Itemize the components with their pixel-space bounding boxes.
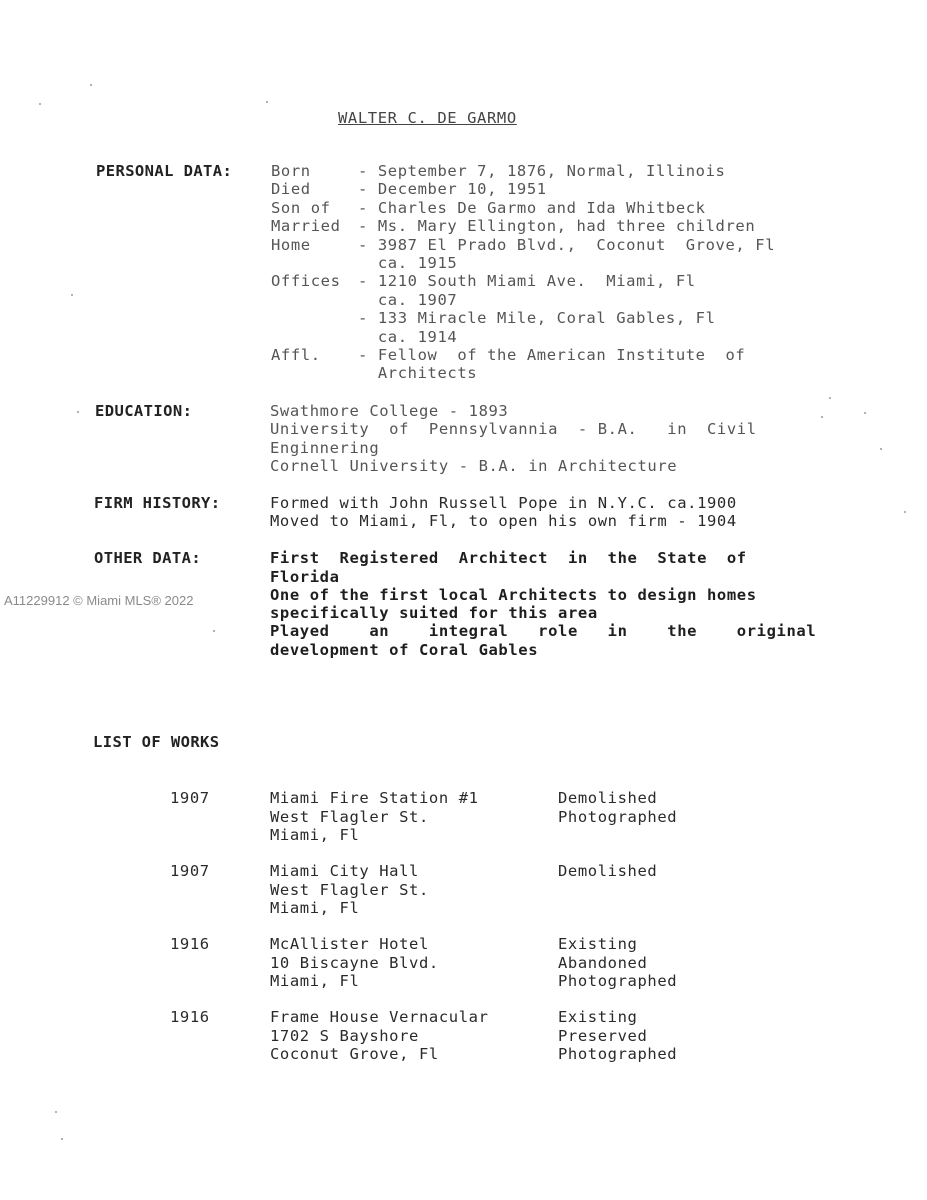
scan-speck — [90, 84, 92, 86]
other-data-line: Played an integral role in the original — [270, 622, 817, 640]
education-line: University of Pennsylvannia - B.A. in Civil — [270, 420, 757, 438]
work-description-line: Coconut Grove, Fl — [270, 1045, 439, 1063]
personal-data-value: - Ms. Mary Ellington, had three children — [358, 217, 756, 235]
personal-data-key: Son of — [271, 199, 331, 217]
work-description-line: McAllister Hotel — [270, 935, 429, 953]
work-status: Demolished — [558, 789, 658, 807]
education-line: Enginnering — [270, 439, 380, 457]
list-of-works-label: LIST OF WORKS — [93, 733, 220, 751]
work-year: 1907 — [170, 789, 210, 807]
work-status: Abandoned — [558, 954, 648, 972]
personal-data-key: Born — [271, 162, 311, 180]
personal-data-label: PERSONAL DATA: — [96, 162, 233, 180]
personal-data-key: Married — [271, 217, 341, 235]
work-status: Demolished — [558, 862, 658, 880]
education-line: Cornell University - B.A. in Architecture — [270, 457, 678, 475]
work-status: Existing — [558, 1008, 638, 1026]
work-year: 1907 — [170, 862, 210, 880]
work-description-line: Frame House Vernacular — [270, 1008, 489, 1026]
scan-speck — [904, 511, 906, 513]
work-year: 1916 — [170, 1008, 210, 1026]
personal-data-value: - December 10, 1951 — [358, 180, 547, 198]
work-description-line: Miami, Fl — [270, 826, 360, 844]
other-data-line: First Registered Architect in the State of — [270, 549, 747, 567]
personal-data-key: Home — [271, 236, 311, 254]
work-status: Photographed — [558, 808, 678, 826]
scan-speck — [880, 448, 882, 450]
firm-history-line: Formed with John Russell Pope in N.Y.C. ca.1900 — [270, 494, 737, 512]
other-data-line: development of Coral Gables — [270, 641, 539, 659]
scan-speck — [821, 416, 823, 418]
work-description-line: Miami, Fl — [270, 899, 360, 917]
scan-speck — [213, 630, 215, 632]
personal-data-value: - 1210 South Miami Ave. Miami, Fl — [358, 272, 696, 290]
work-description-line: Miami, Fl — [270, 972, 360, 990]
document-title: WALTER C. DE GARMO — [338, 109, 517, 127]
mls-watermark: A11229912 © Miami MLS® 2022 — [4, 593, 194, 608]
other-data-line: Florida — [270, 568, 340, 586]
work-status: Photographed — [558, 1045, 678, 1063]
work-description-line: 10 Biscayne Blvd. — [270, 954, 439, 972]
work-status: Photographed — [558, 972, 678, 990]
personal-data-key: Offices — [271, 272, 341, 290]
scan-speck — [266, 101, 268, 103]
work-status: Preserved — [558, 1027, 648, 1045]
work-year: 1916 — [170, 935, 210, 953]
scan-speck — [77, 411, 79, 413]
other-data-line: specifically suited for this area — [270, 604, 598, 622]
firm-history-label: FIRM HISTORY: — [94, 494, 221, 512]
work-description-line: West Flagler St. — [270, 808, 429, 826]
personal-data-value: - Fellow of the American Institute of — [358, 346, 746, 364]
personal-data-value: ca. 1915 — [358, 254, 458, 272]
personal-data-key: Affl. — [271, 346, 321, 364]
personal-data-key: Died — [271, 180, 311, 198]
other-data-label: OTHER DATA: — [94, 549, 202, 567]
other-data-line: One of the first local Architects to design homes — [270, 586, 757, 604]
scan-speck — [61, 1138, 63, 1140]
scan-speck — [829, 397, 831, 399]
personal-data-value: Architects — [358, 364, 478, 382]
personal-data-value: - September 7, 1876, Normal, Illinois — [358, 162, 726, 180]
scan-speck — [39, 103, 41, 105]
work-description-line: 1702 S Bayshore — [270, 1027, 419, 1045]
scan-speck — [71, 294, 73, 296]
personal-data-value: ca. 1914 — [358, 328, 458, 346]
work-description-line: Miami City Hall — [270, 862, 419, 880]
personal-data-value: - Charles De Garmo and Ida Whitbeck — [358, 199, 706, 217]
education-line: Swathmore College - 1893 — [270, 402, 509, 420]
firm-history-line: Moved to Miami, Fl, to open his own firm - 1904 — [270, 512, 737, 530]
education-label: EDUCATION: — [95, 402, 193, 420]
personal-data-value: ca. 1907 — [358, 291, 458, 309]
personal-data-value: - 133 Miracle Mile, Coral Gables, Fl — [358, 309, 716, 327]
scan-speck — [55, 1111, 57, 1113]
work-status: Existing — [558, 935, 638, 953]
personal-data-value: - 3987 El Prado Blvd., Coconut Grove, Fl — [358, 236, 776, 254]
scan-speck — [864, 412, 866, 414]
work-description-line: West Flagler St. — [270, 881, 429, 899]
work-description-line: Miami Fire Station #1 — [270, 789, 479, 807]
